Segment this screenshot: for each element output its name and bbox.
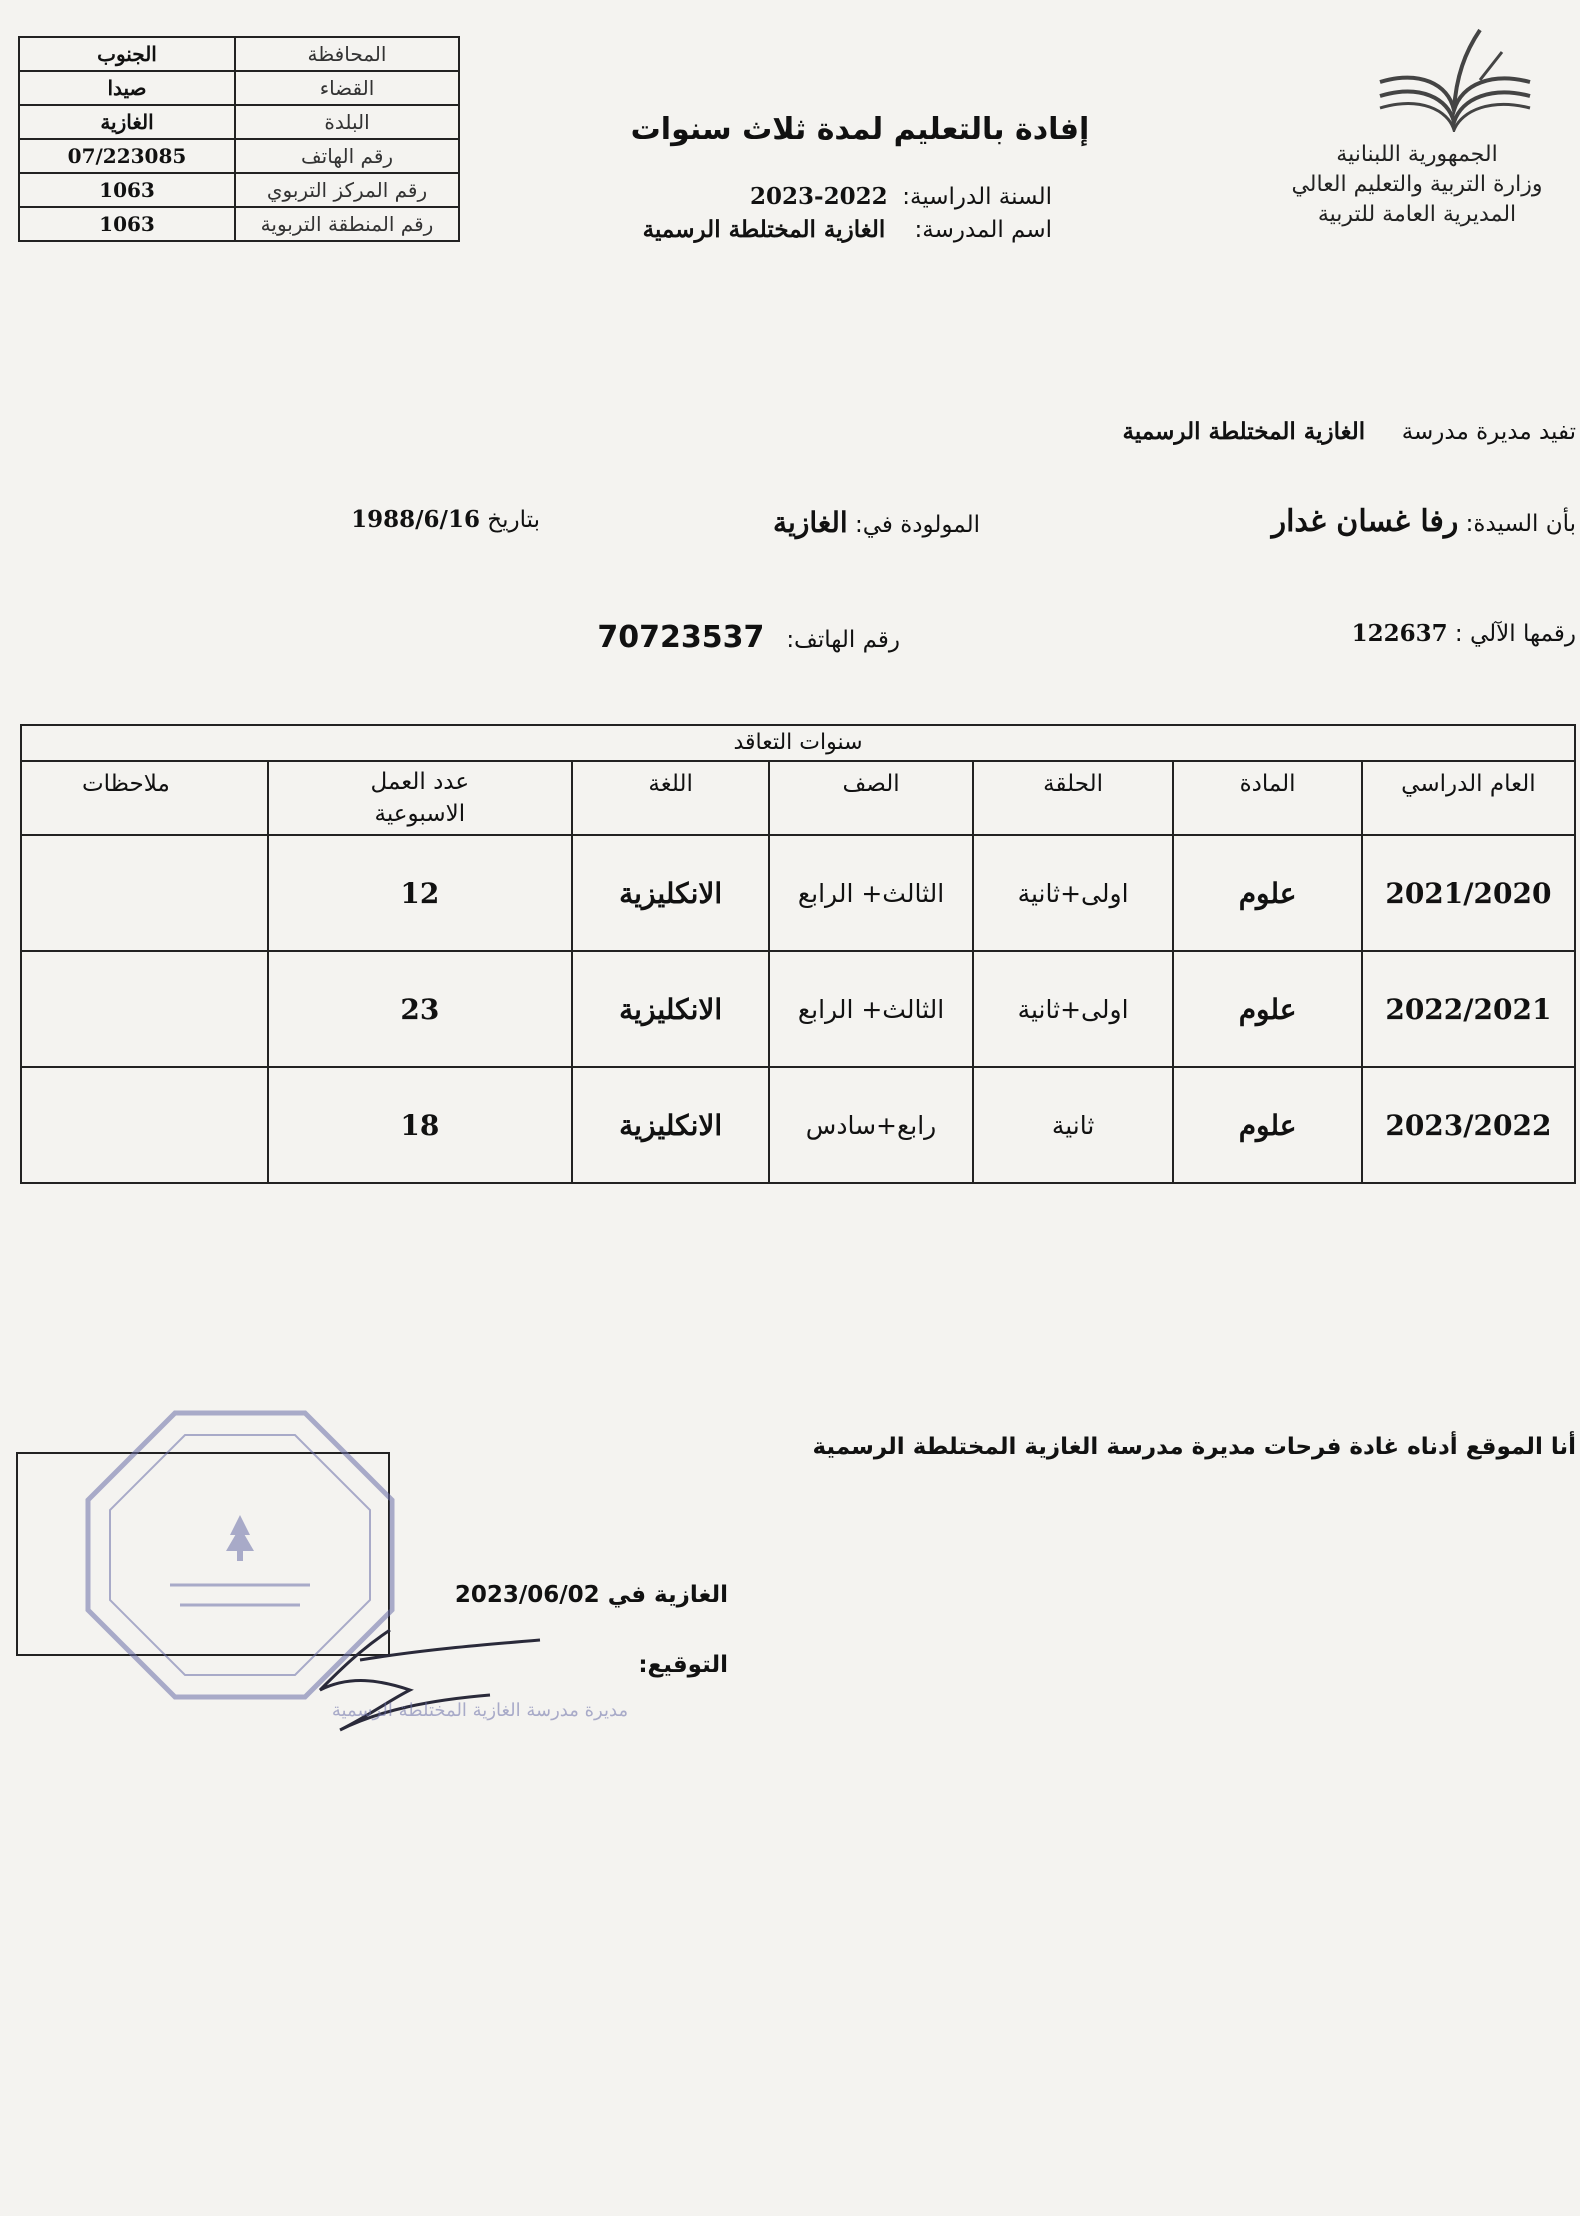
col-header: عدد العمل الاسبوعية: [268, 761, 572, 835]
intro-school: الغازية المختلطة الرسمية: [1122, 418, 1366, 445]
cell-hours: 23: [268, 951, 572, 1067]
info-value: 1063: [19, 207, 235, 241]
cell-language: الانكليزية: [572, 1067, 769, 1183]
info-label: البلدة: [235, 105, 459, 139]
table-header-row: [21, 761, 1575, 835]
ministry-block: [1262, 140, 1572, 230]
col-header: ملاحظات: [21, 761, 268, 835]
school-year-value: 2022-2023: [750, 183, 888, 210]
info-row: [19, 139, 459, 173]
table-row: [21, 835, 1575, 951]
school-info-table: [18, 36, 460, 242]
phone-line: [597, 620, 900, 655]
born-label: المولودة في:: [855, 512, 980, 538]
id-label: رقمها الآلي :: [1454, 621, 1576, 647]
phone-value: 70723537: [597, 620, 765, 655]
cell-subject: علوم: [1173, 951, 1361, 1067]
cell-class: الثالث+ الرابع: [769, 835, 973, 951]
lady-line: [1272, 504, 1576, 539]
cell-class: الثالث+ الرابع: [769, 951, 973, 1067]
document-title: إفادة بالتعليم لمدة ثلاث سنوات: [630, 112, 1090, 147]
cell-language: الانكليزية: [572, 951, 769, 1067]
school-name-label: اسم المدرسة:: [914, 217, 1052, 243]
contract-years-table: [20, 724, 1576, 1184]
table-row: [21, 951, 1575, 1067]
info-label: القضاء: [235, 71, 459, 105]
info-row: [19, 105, 459, 139]
id-value: 122637: [1351, 620, 1448, 647]
col-header: المادة: [1173, 761, 1361, 835]
info-row: [19, 207, 459, 241]
info-label: رقم المركز التربوي: [235, 173, 459, 207]
directorate-line: المديرية العامة للتربية: [1317, 202, 1517, 227]
info-value: 1063: [19, 173, 235, 207]
info-label: رقم الهاتف: [235, 139, 459, 173]
school-year-line: [750, 183, 1052, 210]
ministry-line: وزارة التربية والتعليم العالي: [1291, 172, 1543, 197]
birthplace-line: [773, 506, 980, 539]
col-header: اللغة: [572, 761, 769, 835]
table-row: [21, 1067, 1575, 1183]
phone-label: رقم الهاتف:: [786, 627, 900, 653]
cell-hours: 18: [268, 1067, 572, 1183]
info-value: صيدا: [19, 71, 235, 105]
info-label: المحافظة: [235, 37, 459, 71]
birthdate-line: [351, 506, 540, 533]
cell-subject: علوم: [1173, 835, 1361, 951]
cell-notes: [21, 835, 268, 951]
cell-cycle: اولى+ثانية: [973, 951, 1174, 1067]
cell-year: 2021/2020: [1362, 835, 1575, 951]
info-value: الغازية: [19, 105, 235, 139]
republic-line: الجمهورية اللبنانية: [1336, 142, 1498, 167]
lady-label: بأن السيدة:: [1465, 511, 1576, 537]
born-place: الغازية: [773, 506, 848, 539]
cell-notes: [21, 951, 268, 1067]
info-row: [19, 173, 459, 207]
cell-subject: علوم: [1173, 1067, 1361, 1183]
signer-statement: أنا الموقع أدناه غادة فرحات مديرة مدرسة الغازية المختلطة الرسمية: [812, 1434, 1576, 1460]
info-row: [19, 71, 459, 105]
col-header: الصف: [769, 761, 973, 835]
school-name-line: [643, 216, 1052, 243]
info-label: رقم المنطقة التربوية: [235, 207, 459, 241]
cell-cycle: اولى+ثانية: [973, 835, 1174, 951]
stamp-text: مديرة مدرسة الغازية المختلطة الرسمية: [331, 1700, 629, 1721]
date-label: بتاريخ: [487, 507, 540, 533]
school-year-label: السنة الدراسية:: [902, 184, 1052, 210]
table-caption: سنوات التعاقد: [21, 725, 1575, 761]
cell-year: 2023/2022: [1362, 1067, 1575, 1183]
date-value: 1988/6/16: [351, 506, 480, 533]
lady-name: رفا غسان غدار: [1271, 504, 1459, 539]
signature-icon: [300, 1620, 560, 1760]
cell-language: الانكليزية: [572, 835, 769, 951]
cell-class: رابع+سادس: [769, 1067, 973, 1183]
info-row: [19, 37, 459, 71]
cell-notes: [21, 1067, 268, 1183]
intro-label: تفيد مديرة مدرسة: [1401, 419, 1576, 445]
place-date: الغازية في 2023/06/02: [454, 1582, 728, 1608]
col-header: الحلقة: [973, 761, 1174, 835]
info-value: 07/223085: [19, 139, 235, 173]
signature-label: التوقيع:: [638, 1652, 728, 1678]
col-header: العام الدراسي: [1362, 761, 1575, 835]
info-value: الجنوب: [19, 37, 235, 71]
cell-hours: 12: [268, 835, 572, 951]
school-name-value: الغازية المختلطة الرسمية: [642, 216, 886, 243]
ministry-logo-icon: [1370, 22, 1540, 132]
cell-year: 2022/2021: [1362, 951, 1575, 1067]
intro-line: [1123, 418, 1576, 445]
cell-cycle: ثانية: [973, 1067, 1174, 1183]
id-line: [1352, 620, 1576, 647]
